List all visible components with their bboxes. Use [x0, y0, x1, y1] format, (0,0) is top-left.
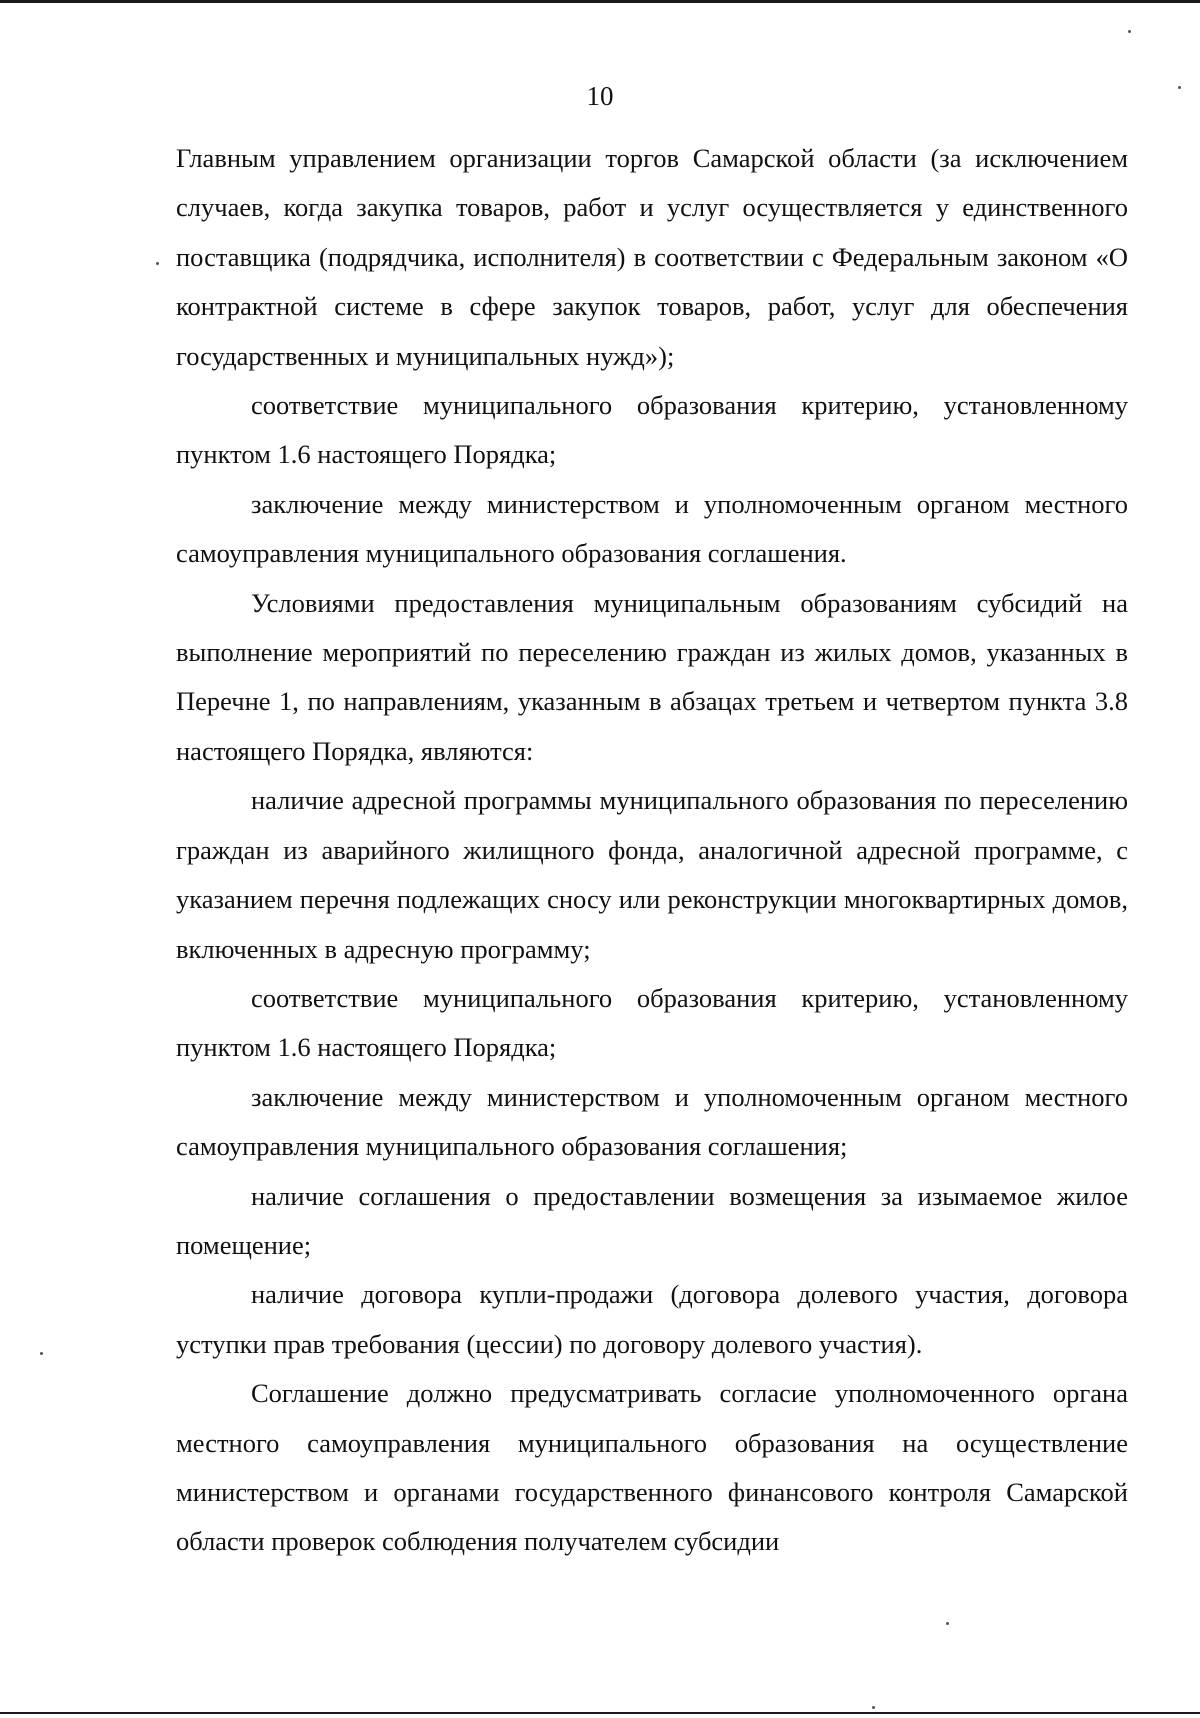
paragraph-5: наличие адресной программы муниципального образования по переселению граждан из аварийного жилищного фонда, аналогичной адресной программе, с указанием перечня подлежащих сносу или реконструкции многоквартирных домов, включенных в адресную программу;: [176, 785, 1128, 964]
paragraph-10: Соглашение должно предусматривать согласие уполномоченного органа местного самоуправления муниципального образования на осуществление министерством и органами государственного финансового контроля Самарской области проверок соблюдения получателем субсидии: [176, 1378, 1128, 1557]
scan-speck: [1178, 86, 1181, 89]
scan-edge-bottom: [0, 1712, 1200, 1714]
paragraph-1: Главным управлением организации торгов Самарской области (за исключением случаев, когда закупка товаров, работ и услуг осуществляется у единственного поставщика (подрядчика, исполнителя) в соответствии с Федеральным законом «О контрактной системе в сфере закупок товаров, работ, услуг для обеспечения государственных и муниципальных нужд»);: [176, 143, 1128, 371]
paragraph-8: наличие соглашения о предоставлении возмещения за изымаемое жилое помещение;: [176, 1180, 1128, 1260]
page-number: 10: [586, 81, 614, 111]
scan-speck: [40, 1352, 43, 1355]
paragraph-7: заключение между министерством и уполномоченным органом местного самоуправления муниципального образования соглашения;: [176, 1081, 1128, 1162]
paragraph-3: заключение между министерством и уполномоченным органом местного самоуправления муниципального образования соглашения.: [176, 488, 1128, 569]
scan-edge-top: [0, 0, 1200, 3]
paragraph-6: соответствие муниципального образования критерию, установленному пунктом 1.6 настоящего Порядка;: [176, 982, 1128, 1063]
scan-speck: [1128, 30, 1131, 33]
scan-speck: [156, 262, 159, 265]
document-body: [176, 134, 1128, 1567]
scan-speck: [872, 1706, 875, 1709]
paragraph-2: соответствие муниципального образования критерию, установленному пунктом 1.6 настоящего Порядка;: [176, 390, 1128, 470]
scan-speck: [946, 1622, 949, 1625]
paragraph-4: Условиями предоставления муниципальным образованиям субсидий на выполнение мероприятий по переселению граждан из жилых домов, указанных в Перечне 1, по направлениям, указанным в абзацах третьем и четвертом пункта 3.8 настоящего Порядка, являются:: [176, 587, 1128, 766]
paragraph-9: наличие договора купли-продажи (договора долевого участия, договора уступки прав требования (цессии) по договору долевого участия).: [176, 1279, 1128, 1359]
